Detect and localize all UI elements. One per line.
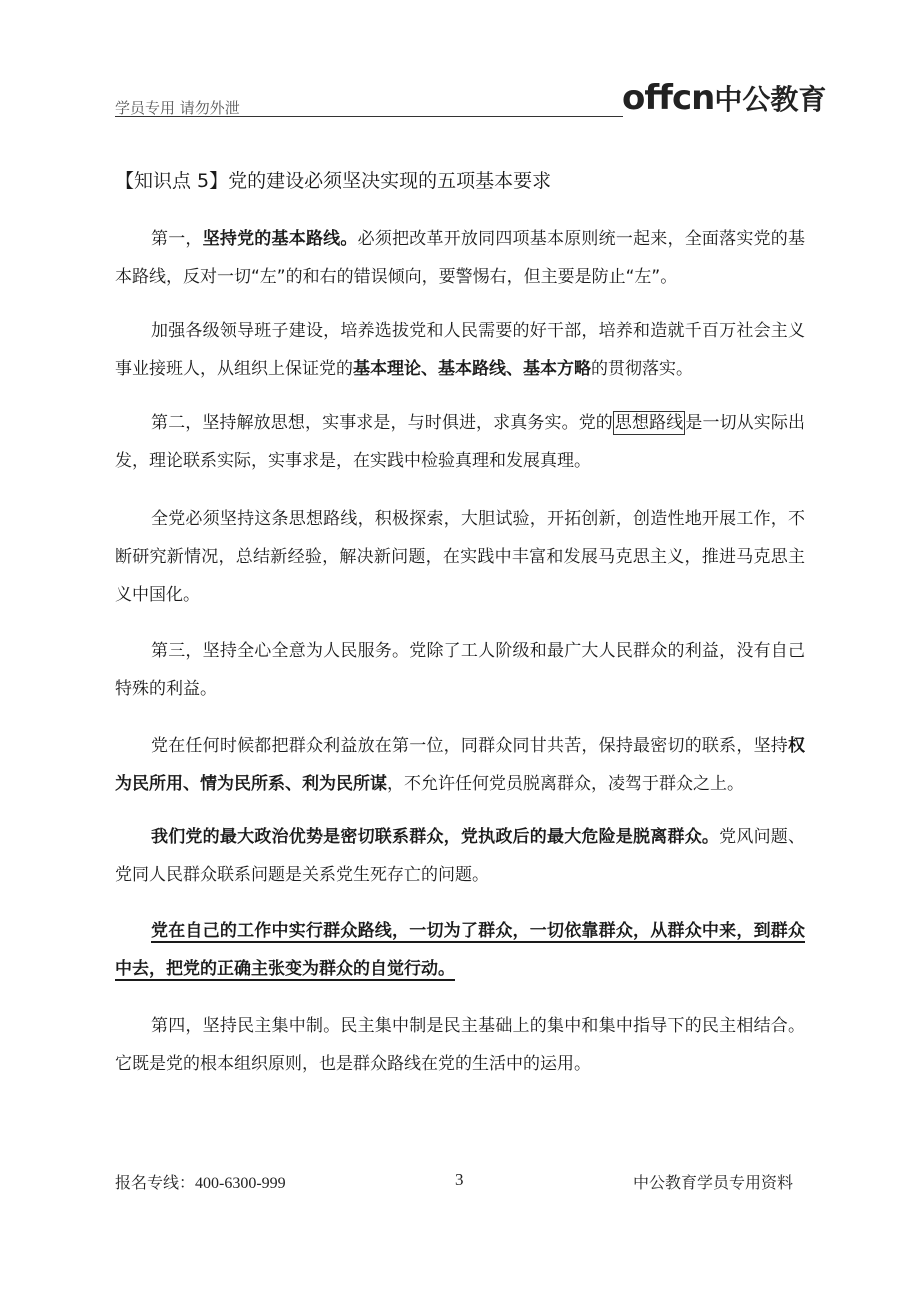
logo-latin: offcn	[622, 78, 715, 118]
paragraph-5: 第三，坚持全心全意为人民服务。党除了工人阶级和最广大人民群众的利益，没有自己特殊的利益。	[115, 641, 805, 699]
paragraph-9: 第四，坚持民主集中制。民主集中制是民主基础上的集中和集中指导下的民主相结合。它既是党的根本组织原则，也是群众路线在党的生活中的运用。	[115, 1016, 805, 1074]
paragraph-8: 党在自己的工作中实行群众路线，一切为了群众，一切依靠群众，从群众中来，到群众中去，把党的正确主张变为群众的自觉行动。	[115, 921, 805, 979]
paragraph-4: 全党必须坚持这条思想路线，积极探索，大胆试验，开拓创新，创造性地开展工作，不断研究新情况，总结新经验，解决新问题，在实践中丰富和发展马克思主义，推进马克思主义中国化。	[115, 509, 805, 605]
paragraph-3: 第二，坚持解放思想，实事求是，与时俱进，求真务实。党的 思想路线 是一切从实际出发，理论联系实际，实事求是，在实践中检验真理和发展真理。	[115, 413, 806, 471]
header-notice: 学员专用 请勿外泄	[115, 99, 240, 117]
paragraph-6: 党在任何时候都把群众利益放在第一位，同群众同甘共苦，保持最密切的联系，坚持权为民所用、情为民所系、利为民所谋，不允许任何党员脱离群众，凌驾于群众之上。	[115, 736, 805, 794]
header-rule	[115, 116, 623, 117]
paragraph-2: 加强各级领导班子建设，培养选拔党和人民需要的好干部，培养和造就千百万社会主义事业接班人，从组织上保证党的基本理论、基本路线、基本方略的贯彻落实。	[115, 321, 805, 379]
boxed-term: 思想路线	[614, 413, 684, 433]
offcn-logo	[622, 78, 826, 118]
section-title: 【知识点 5】党的建设必须坚决实现的五项基本要求	[115, 170, 552, 192]
page-number: 3	[455, 1170, 464, 1189]
paragraph-1: 第一，坚持党的基本路线。必须把改革开放同四项基本原则统一起来，全面落实党的基本路线，反对一切“左”的和右的错误倾向，要警惕右，但主要是防止“左”。	[115, 229, 806, 287]
footer-hotline: 报名专线：400-6300-999	[115, 1173, 286, 1192]
paragraph-7: 我们党的最大政治优势是密切联系群众，党执政后的最大危险是脱离群众。党风问题、党同人民群众联系问题是关系党生死存亡的问题。	[115, 827, 806, 885]
footer-label: 中公教育学员专用资料	[633, 1173, 794, 1192]
logo-cn: 中公教育	[714, 83, 827, 116]
footer-phone: 400-6300-999	[195, 1175, 286, 1192]
